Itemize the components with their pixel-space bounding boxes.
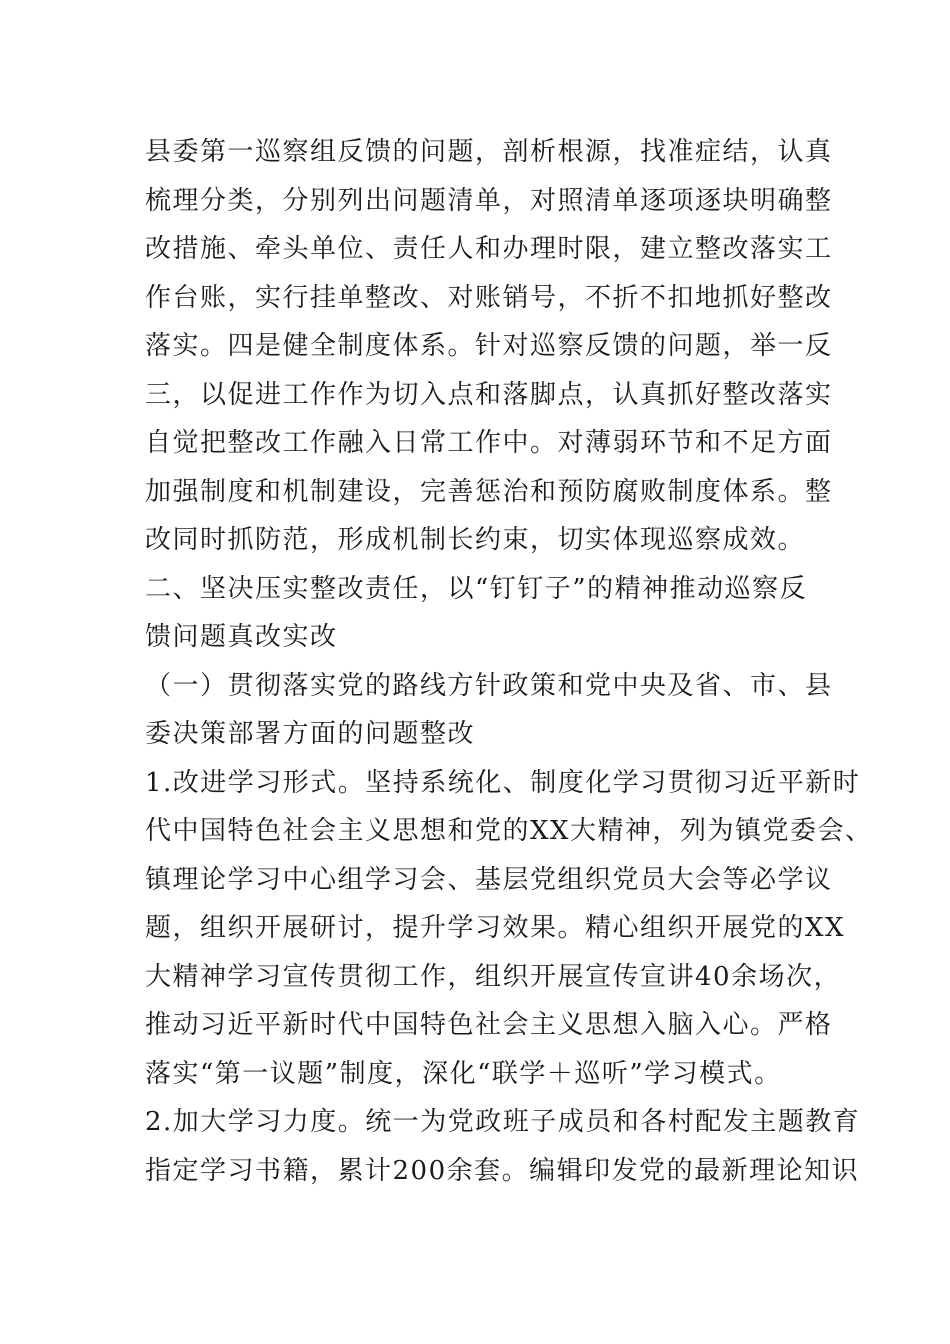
body-line: 改措施、牵头单位、责任人和办理时限，建立整改落实工 (145, 234, 833, 264)
body-line: 题，组织开展研讨，提升学习效果。精心组织开展党的XX (145, 913, 846, 943)
document-body (145, 128, 873, 1195)
body-line: 加强制度和机制建设，完善惩治和预防腐败制度体系。整 (145, 476, 833, 507)
section-heading-line: 馈问题真改实改 (145, 622, 338, 652)
body-line: 县委第一巡察组反馈的问题，剖析根源，找准症结，认真 (145, 137, 833, 167)
numbered-item-line: 1.改进学习形式。坚持系统化、制度化学习贯彻习近平新时 (145, 767, 861, 798)
body-line: 大精神学习宣传贯彻工作，组织开展宣传宣讲40余场次， (145, 961, 842, 992)
body-line: 指定学习书籍，累计200余套。编辑印发党的最新理论知识 (145, 1155, 860, 1186)
section-heading-line: 二、坚决压实整改责任，以“钉钉子”的精神推动巡察反 (145, 573, 808, 604)
body-line: 落实。四是健全制度体系。针对巡察反馈的问题，举一反 (145, 331, 833, 361)
body-line: 推动习近平新时代中国特色社会主义思想入脑入心。严格 (145, 1010, 833, 1040)
body-line: 三，以促进工作作为切入点和落脚点，认真抓好整改落实 (145, 379, 833, 410)
body-line: 作台账，实行挂单整改、对账销号，不折不扣地抓好整改 (145, 282, 833, 313)
numbered-item-line: 2.加大学习力度。统一为党政班子成员和各村配发主题教育 (145, 1107, 861, 1137)
body-line: 改同时抓防范，形成机制长约束，切实体现巡察成效。 (145, 525, 806, 555)
body-line: 镇理论学习中心组学习会、基层党组织党员大会等必学议 (145, 864, 833, 895)
body-line: 代中国特色社会主义思想和党的XX大精神，列为镇党委会、 (145, 816, 873, 846)
subsection-heading-line: 委决策部署方面的问题整改 (145, 719, 476, 749)
body-line: 梳理分类，分别列出问题清单，对照清单逐项逐块明确整 (145, 185, 833, 216)
body-line: 自觉把整改工作融入日常工作中。对薄弱环节和不足方面 (145, 428, 833, 458)
body-line: 落实“第一议题”制度，深化“联学＋巡听”学习模式。 (145, 1058, 782, 1089)
subsection-heading-line: （一）贯彻落实党的路线方针政策和党中央及省、市、县 (145, 670, 833, 701)
